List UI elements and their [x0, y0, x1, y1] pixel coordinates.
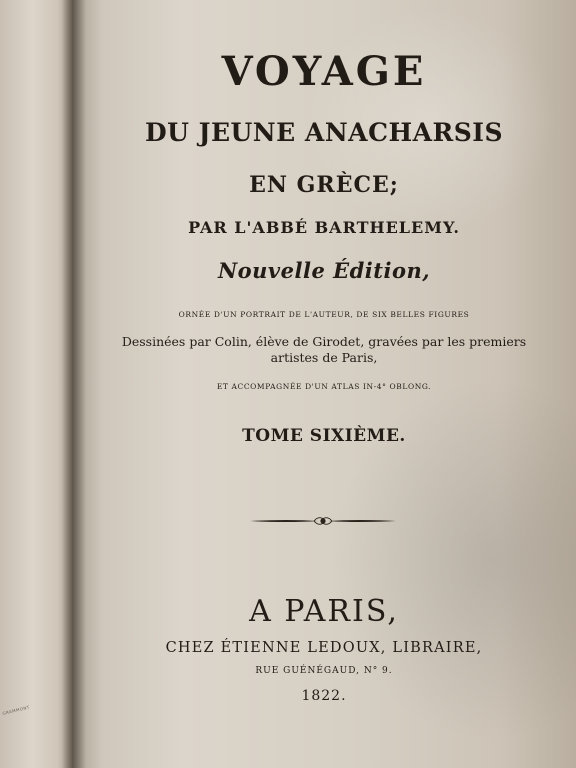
publisher-name: CHEZ ÉTIENNE LEDOUX, LIBRAIRE,: [165, 640, 483, 656]
publication-year: 1822.: [301, 688, 347, 704]
publisher-address: RUE GUÉNÉGAUD, N° 9.: [255, 666, 393, 676]
library-stamp: GRAMMONT: [1, 704, 31, 717]
edition-label: Nouvelle Édition,: [217, 258, 431, 283]
title-page: [72, 0, 576, 768]
book-subtitle: DU JEUNE ANACHARSIS: [144, 118, 504, 147]
facing-page: [0, 0, 72, 768]
volume-label: TOME SIXIÈME.: [242, 426, 406, 446]
book-title: VOYAGE: [221, 48, 427, 95]
publication-place: A PARIS,: [249, 594, 399, 629]
atlas-note: ET ACCOMPAGNÉE D'UN ATLAS IN-4° OBLONG.: [216, 382, 432, 391]
book-author: PAR L'ABBÉ BARTHELEMY.: [188, 218, 460, 237]
book-country: EN GRÈCE;: [249, 172, 399, 198]
ornament-divider: [248, 514, 398, 528]
designers-line-1: Dessinées par Colin, élève de Girodet, gravées par les premiers: [121, 334, 527, 349]
designers-line-2: artistes de Paris,: [270, 350, 378, 365]
ornamentation-note: ORNÉE D'UN PORTRAIT DE L'AUTEUR, DE SIX BELLES FIGURES: [178, 310, 470, 319]
